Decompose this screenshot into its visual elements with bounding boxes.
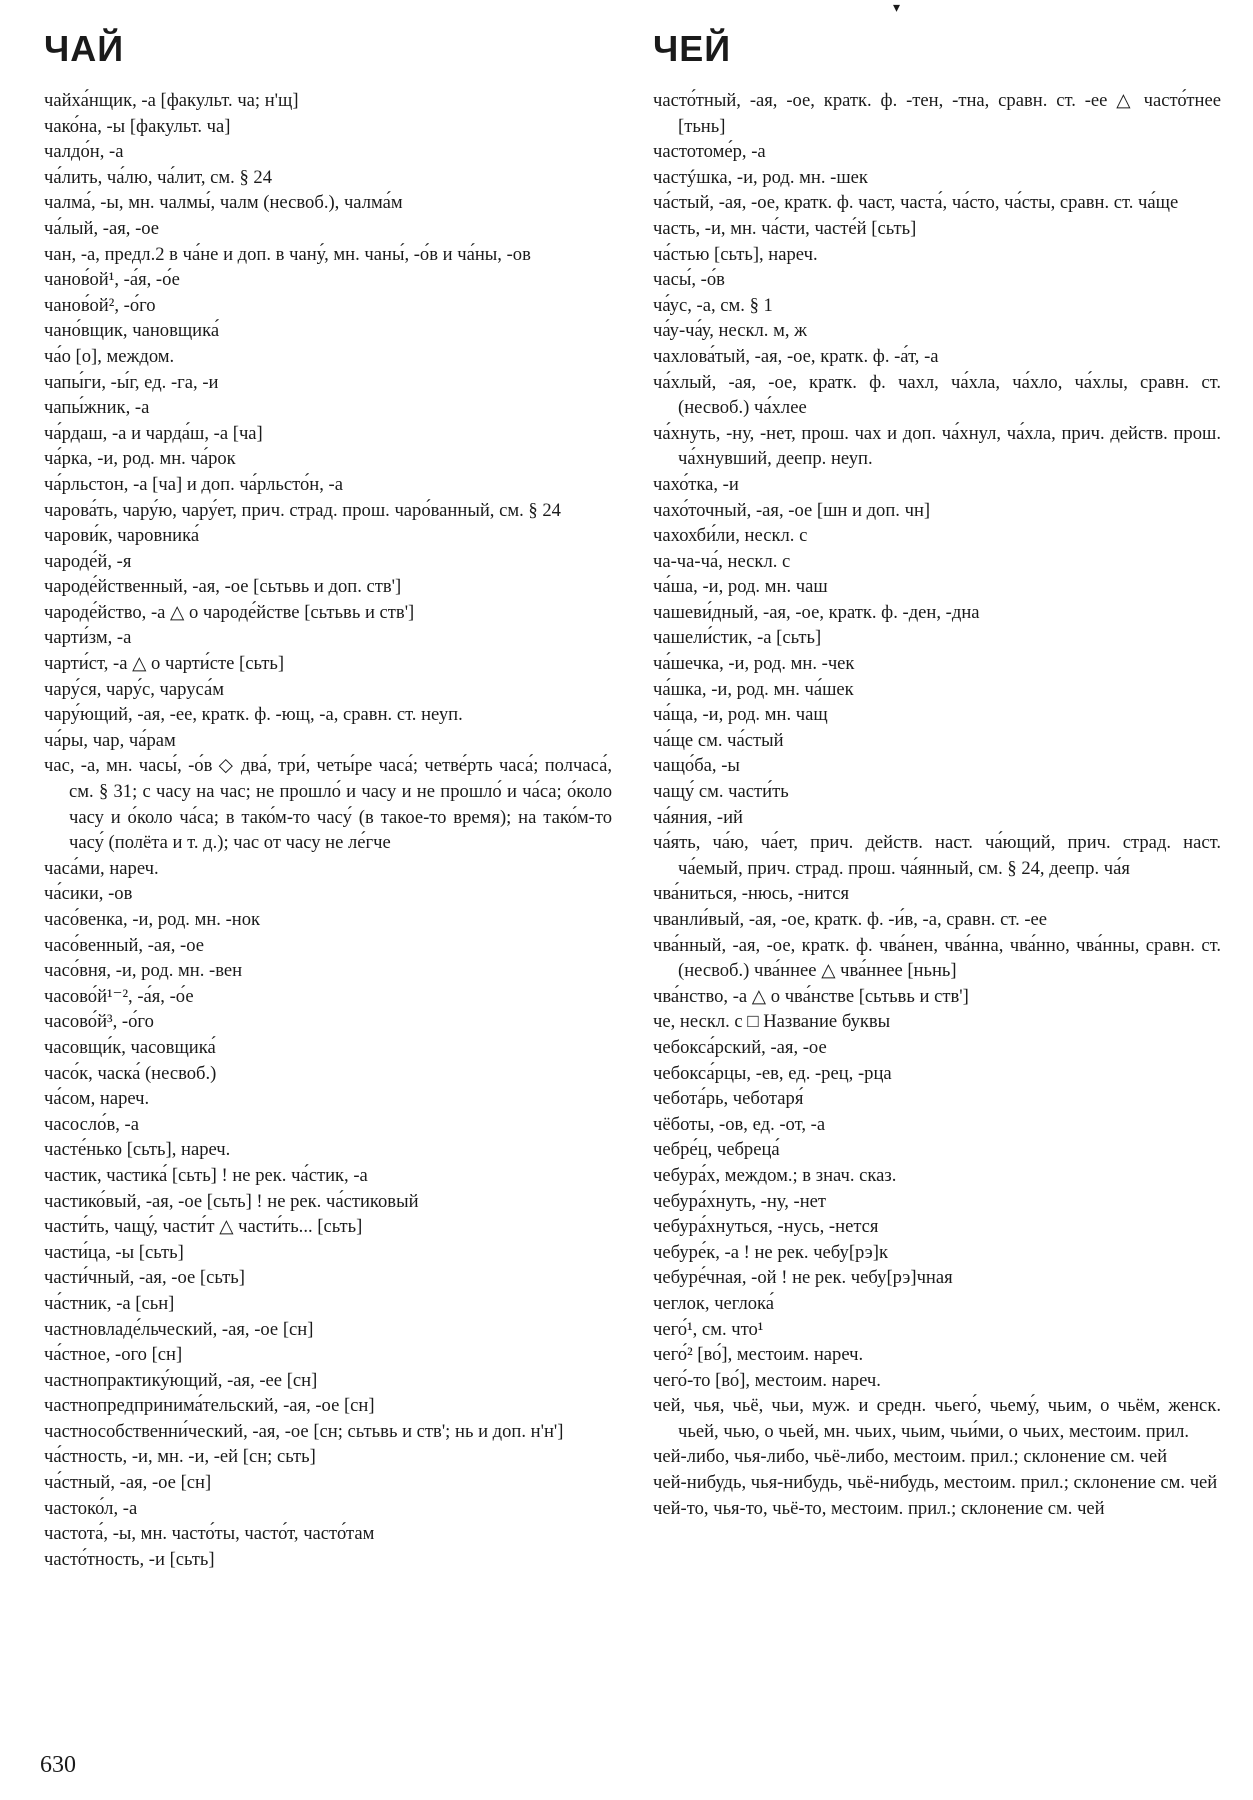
dictionary-entry: чебокса́рцы, -ев, ед. -рец, -рца (653, 1062, 892, 1084)
dictionary-entry: чахлова́тый, -ая, -ое, кратк. ф. -а́т, -а (653, 345, 939, 367)
dictionary-entry: ча́ща, -и, род. мн. чащ (653, 704, 828, 726)
dictionary-entry: ча́стность, -и, мн. -и, -ей [сн; сьть] (44, 1446, 316, 1468)
dictionary-entry: ча́шечка, -и, род. мн. -чек (653, 653, 855, 675)
dictionary-entry: чебота́рь, чеботаря́ (653, 1088, 804, 1110)
dictionary-entry: чанов́ой¹, -а́я, -о́е (44, 269, 180, 291)
dictionary-entry: чару́ющий, -ая, -ее, кратк. ф. -ющ, -а, сравн. ст. неуп. (44, 704, 463, 726)
dictionary-entry: чароде́й, -я (44, 550, 132, 572)
dictionary-entry: часосло́в, -а (44, 1113, 139, 1135)
left-running-header: ЧАЙ (44, 28, 125, 69)
dictionary-entry: ча́рдаш, -а и чарда́ш, -а [ча] (44, 422, 263, 444)
dictionary-entry: части́чный, -ая, -ое [сьть] (44, 1267, 245, 1289)
dictionary-entry: часо́к, часка́ (несвоб.) (44, 1062, 217, 1084)
dictionary-entry: ча́ять, ча́ю, ча́ет, прич. действ. наст. ча́ющий, прич. страд. наст. ча́емый, прич. страд. прош. ча́янный, см. § 24, деепр. ча́я (653, 832, 1221, 879)
dictionary-entry: часто́тный, -ая, -ое, кратк. ф. -тен, -тна, сравн. ст. -ее △ часто́тнее [тьнь] (653, 90, 1221, 137)
dictionary-entry: частота́, -ы, мн. часто́ты, часто́т, часто́там (44, 1523, 375, 1545)
dictionary-entry: часа́ми, нареч. (44, 857, 159, 879)
dictionary-entry: чашеви́дный, -ая, -ое, кратк. ф. -ден, -дна (653, 601, 980, 623)
dictionary-entry: частико́вый, -ая, -ое [сьть] ! не рек. ча́стиковый (44, 1190, 419, 1212)
dictionary-entry: часо́вня, -и, род. мн. -вен (44, 960, 243, 982)
dictionary-entry: чебура́хнуть, -ну, -нет (653, 1190, 827, 1212)
dictionary-entry: чарови́к, чаровника́ (44, 525, 200, 547)
dictionary-entry: чванли́вый, -ая, -ое, кратк. ф. -и́в, -а, сравн. ст. -ее (653, 909, 1048, 930)
dictionary-entry: ча́лый, -ая, -ое (44, 217, 160, 239)
dictionary-entry: чарти́зм, -а (44, 627, 132, 649)
dictionary-entry: чароде́йство, -а △ о чароде́йстве [сьтьвь и ств'] (44, 601, 415, 623)
dictionary-entry: часо́венка, -и, род. мн. -нок (44, 909, 261, 930)
dictionary-entry: ча́стью [сьть], нареч. (653, 243, 818, 265)
dictionary-entry: чеглок, чеглока́ (653, 1292, 775, 1314)
dictionary-entry: чебуре́к, -а ! не рек. чебу[рэ]к (653, 1241, 889, 1263)
dictionary-entry: ча́сики, -ов (44, 883, 133, 905)
dictionary-entry: чахохби́ли, нескл. с (653, 525, 808, 547)
dictionary-entry: частýшка, -и, род. мн. -шек (653, 166, 868, 188)
dictionary-entry: чахо́тка, -и (653, 473, 739, 495)
dictionary-entry: частнопрактику́ющий, -ая, -ее [сн] (44, 1369, 318, 1391)
dictionary-entry: ча́шка, -и, род. мн. ча́шек (653, 678, 854, 700)
dictionary-entry: ча́ще см. ча́стый (653, 729, 784, 751)
dictionary-entry: чего́¹, см. что¹ (653, 1318, 764, 1340)
dictionary-entry: чалма́, -ы, мн. чалмы́, чалм (несвоб.), чалма́м (44, 192, 403, 214)
dictionary-entry: ча́стный, -ая, -ое [сн] (44, 1472, 212, 1494)
dictionary-entry: ча́рка, -и, род. мн. ча́рок (44, 448, 236, 470)
dictionary-entry: чва́нство, -а △ о чва́нстве [сьтьвь и ств'] (653, 985, 969, 1007)
dictionary-entry: ча́хлый, -ая, -ое, кратк. ф. чахл, ча́хла, ча́хло, ча́хлы, сравн. ст. (несвоб.) ча́хлее (653, 371, 1221, 419)
print-mark: ▾ (893, 1, 901, 16)
dictionary-entry: че, нескл. с □ Название буквы (653, 1011, 891, 1033)
right-running-header: ЧЕЙ (653, 28, 732, 69)
dictionary-entry: чайха́нщик, -а [факульт. ча; н'щ] (44, 90, 299, 111)
dictionary-entry: часо́венный, -ая, -ое (44, 934, 204, 956)
dictionary-entry: чащу́ см. части́ть (653, 781, 789, 803)
dictionary-entry: чебокса́рский, -ая, -ое (653, 1036, 827, 1058)
dictionary-entry: ча́рльстон, -а [ча] и доп. ча́рльсто́н, -а (44, 473, 343, 495)
dictionary-entry: части́ца, -ы [сьть] (44, 1241, 184, 1263)
right-column (653, 88, 1221, 1521)
dictionary-entry: чако́на, -ы [факульт. ча] (44, 115, 231, 137)
dictionary-entry: частнопредпринима́тельский, -ая, -ое [сн] (44, 1395, 375, 1417)
dictionary-entry: чей-либо, чья-либо, чьё-либо, местоим. прил.; склонение см. чей (653, 1446, 1168, 1468)
dictionary-entry: частоко́л, -а (44, 1497, 138, 1519)
left-column (44, 88, 612, 1572)
dictionary-entry: чару́ся, чару́с, чаруса́м (44, 678, 225, 700)
dictionary-entry: ча́у-ча́у, нескл. м, ж (653, 320, 807, 342)
dictionary-entry: часово́й¹⁻², -а́я, -о́е (44, 985, 194, 1007)
dictionary-entry: ча́сом, нареч. (44, 1088, 150, 1110)
dictionary-entry: чебура́х, междом.; в знач. сказ. (653, 1164, 897, 1186)
dictionary-entry: чахо́точный, -ая, -ое [шн и доп. чн] (653, 499, 931, 521)
dictionary-entry: ча́яния, -ий (653, 806, 743, 828)
dictionary-entry: чебре́ц, чебреца́ (653, 1139, 780, 1161)
dictionary-entry: чёботы, -ов, ед. -от, -а (653, 1113, 826, 1135)
dictionary-entry: чапы́ги, -ы́г, ед. -га, -и (44, 371, 219, 393)
dictionary-entry: часы́, -о́в (653, 269, 725, 291)
dictionary-entry: часовщи́к, часовщика́ (44, 1036, 216, 1058)
dictionary-entry: ча́стное, -ого [сн] (44, 1344, 183, 1366)
dictionary-entry: чапы́жник, -а (44, 397, 150, 419)
dictionary-entry: частик, частика́ [сьть] ! не рек. ча́стик, -а (44, 1164, 368, 1186)
dictionary-entry: чарти́ст, -а △ о чарти́сте [сьть] (44, 653, 285, 675)
dictionary-entry: ча-ча-ча́, нескл. с (653, 550, 791, 572)
dictionary-entry: чей, чья, чьё, чьи, муж. и средн. чьего́, чьему́, чьим, о чьём, женск. чьей, чью, о чьей, мн. чьих, чьим, чьи́ми, о чьих, местоим. прил. (653, 1395, 1221, 1442)
dictionary-entry: чебуре́чная, -ой ! не рек. чебу[рэ]чная (653, 1267, 953, 1289)
dictionary-entry: ча́ус, -а, см. § 1 (653, 294, 773, 316)
dictionary-entry: ча́стник, -а [сьн] (44, 1292, 175, 1314)
dictionary-entry: чей-то, чья-то, чьё-то, местоим. прил.; склонение см. чей (653, 1497, 1105, 1519)
dictionary-entry: чарова́ть, чару́ю, чару́ет, прич. страд. прош. чаро́ванный, см. § 24 (44, 499, 561, 521)
dictionary-entry: ча́хнуть, -ну, -нет, прош. чах и доп. ча́хнул, ча́хла, прич. действ. прош. ча́хнувший, деепр. неуп. (653, 422, 1221, 470)
dictionary-entry: чего́-то [во́], местоим. нареч. (653, 1369, 881, 1391)
dictionary-entry: ча́о [о], междом. (44, 345, 175, 367)
dictionary-entry: чего́² [во́], местоим. нареч. (653, 1344, 864, 1366)
dictionary-entry: ча́лить, ча́лю, ча́лит, см. § 24 (44, 166, 273, 188)
page-number: 630 (40, 1752, 76, 1778)
dictionary-entry: часте́нько [сьть], нареч. (44, 1139, 231, 1161)
dictionary-entry: чанов́ой², -о́го (44, 294, 156, 316)
dictionary-entry: чалдо́н, -а (44, 141, 124, 163)
dictionary-entry: чащо́ба, -ы (653, 755, 740, 777)
dictionary-entry: чашели́стик, -а [сьть] (653, 627, 822, 649)
dictionary-entry: чва́нный, -ая, -ое, кратк. ф. чва́нен, чва́нна, чва́нно, чва́нны, сравн. ст. (несвоб.) чва́ннее △ чва́ннее [ньнь] (653, 934, 1221, 982)
dictionary-entry: чей-нибудь, чья-нибудь, чьё-нибудь, местоим. прил.; склонение см. чей (653, 1472, 1218, 1494)
dictionary-entry: часто́тность, -и [сьть] (44, 1548, 215, 1570)
dictionary-entry: ча́стый, -ая, -ое, кратк. ф. част, часта́, ча́сто, ча́сты, сравн. ст. ча́ще (653, 192, 1179, 214)
dictionary-entry: части́ть, чащу́, части́т △ части́ть... [сьть] (44, 1216, 363, 1238)
dictionary-entry: чва́ниться, -нюсь, -нится (653, 883, 850, 905)
dictionary-entry: чан, -а, предл.2 в ча́не и доп. в чану́, мн. чаны́, -о́в и ча́ны, -ов (44, 243, 531, 265)
dictionary-entry: ча́ры, чар, ча́рам (44, 729, 176, 751)
dictionary-entry: частнособственни́ческий, -ая, -ое [сн; сьтьвь и ств'; нь и доп. н'н'] (44, 1420, 564, 1442)
dictionary-entry: чароде́йственный, -ая, -ое [сьтьвь и доп. ств'] (44, 576, 402, 598)
dictionary-entry: ча́ша, -и, род. мн. чаш (653, 576, 828, 598)
dictionary-entry: частотоме́р, -а (653, 141, 766, 163)
dictionary-entry: частновладе́льческий, -ая, -ое [сн] (44, 1318, 314, 1340)
dictionary-entry: чебура́хнуться, -нусь, -нется (653, 1216, 879, 1238)
dictionary-entry: часть, -и, мн. ча́сти, часте́й [сьть] (653, 217, 917, 239)
dictionary-entry: часово́й³, -о́го (44, 1011, 154, 1033)
dictionary-entry: чано́вщик, чановщика́ (44, 320, 220, 342)
dictionary-entry: час, -а, мн. часы́, -о́в ◇ два́, три́, четы́ре часа́; четве́рть часа́; полчаса́, см. § 31; с часу на час; не прошло́ и часу и не прошло́ и ча́са; о́коло часу и о́коло ча́са; в тако́м-то часу́ (в такое-то время); на тако́м-то часу́ (полёта и т. д.); час от часу не ле́гче (44, 755, 612, 854)
